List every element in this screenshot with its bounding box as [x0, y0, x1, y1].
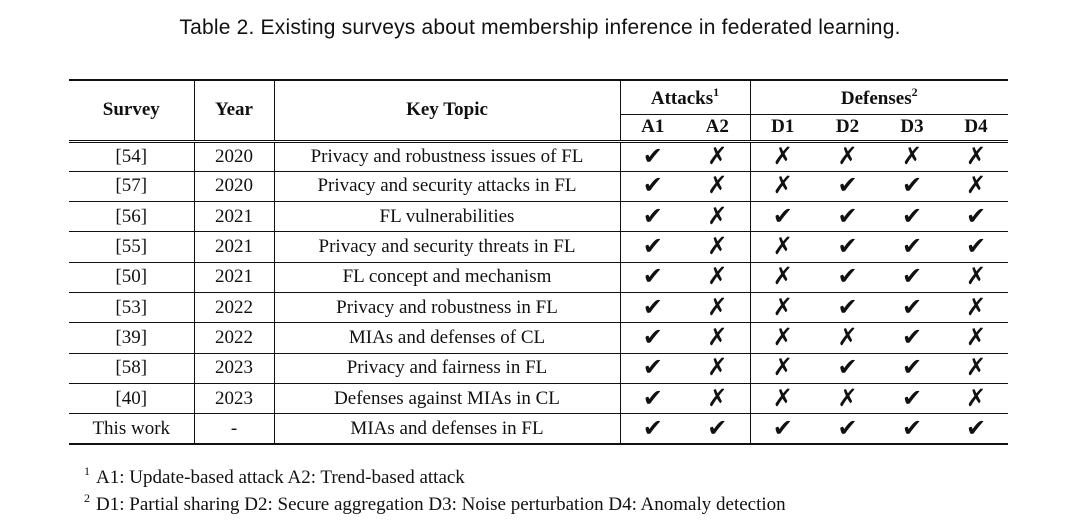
cell-a1 — [620, 414, 685, 444]
cross-icon: ✗ — [707, 262, 728, 291]
cell-d1 — [750, 232, 815, 262]
cell-topic: Defenses against MIAs in CL — [274, 383, 620, 413]
cell-d1 — [750, 353, 815, 383]
cell-year: 2020 — [194, 141, 274, 171]
cross-icon: ✗ — [772, 232, 793, 261]
table-row — [69, 292, 1008, 322]
cell-survey: [50] — [69, 262, 194, 292]
cell-d3 — [880, 383, 944, 413]
cell-d4 — [944, 141, 1008, 171]
cell-d2 — [815, 232, 880, 262]
table-row — [69, 262, 1008, 292]
check-icon: ✔ — [837, 171, 858, 200]
header-d2: D2 — [815, 114, 880, 141]
check-icon: ✔ — [837, 201, 858, 230]
check-icon: ✔ — [901, 322, 923, 351]
cell-d2 — [815, 141, 880, 171]
check-icon: ✔ — [837, 262, 858, 291]
cell-a2 — [685, 141, 750, 171]
cell-year: 2023 — [194, 383, 274, 413]
cell-d1 — [750, 262, 815, 292]
cell-a2 — [685, 232, 750, 262]
cell-year: 2023 — [194, 353, 274, 383]
cell-d3 — [880, 414, 944, 444]
header-survey: Survey — [69, 80, 194, 141]
table-row — [69, 232, 1008, 262]
cross-icon: ✗ — [707, 141, 728, 170]
check-icon: ✔ — [965, 201, 987, 230]
header-d1: D1 — [750, 114, 815, 141]
cell-d2 — [815, 292, 880, 322]
cell-d2 — [815, 202, 880, 232]
cell-topic: Privacy and security attacks in FL — [274, 171, 620, 201]
cell-d1 — [750, 383, 815, 413]
cell-a1 — [620, 353, 685, 383]
cell-a1 — [620, 262, 685, 292]
check-icon: ✔ — [642, 413, 663, 442]
check-icon: ✔ — [901, 353, 923, 382]
attacks-footnote-ref: 1 — [713, 84, 720, 99]
cell-a1 — [620, 232, 685, 262]
cell-survey: [55] — [69, 232, 194, 262]
cross-icon: ✗ — [772, 292, 793, 321]
cross-icon: ✗ — [965, 383, 987, 412]
cell-survey: [53] — [69, 292, 194, 322]
cell-a2 — [685, 292, 750, 322]
cell-d3 — [880, 353, 944, 383]
header-attacks: Attacks$^1$ — [620, 80, 750, 114]
table-caption: Table 2. Existing surveys about membership inference in federated learning. — [179, 16, 901, 39]
check-icon: ✔ — [837, 232, 858, 261]
cell-d3 — [880, 202, 944, 232]
table-row — [69, 383, 1008, 413]
cross-icon: ✗ — [965, 292, 987, 321]
cell-d4 — [944, 353, 1008, 383]
check-icon: ✔ — [901, 292, 923, 321]
check-icon: ✔ — [642, 262, 663, 291]
cross-icon: ✗ — [707, 383, 728, 412]
cell-a2 — [685, 323, 750, 353]
cell-a2 — [685, 171, 750, 201]
check-icon: ✔ — [642, 232, 663, 261]
cell-a1 — [620, 292, 685, 322]
check-icon: ✔ — [901, 383, 923, 412]
cell-d1 — [750, 323, 815, 353]
cell-year: 2021 — [194, 232, 274, 262]
cell-survey: [57] — [69, 171, 194, 201]
cross-icon: ✗ — [965, 171, 987, 200]
cell-year: 2021 — [194, 262, 274, 292]
cross-icon: ✗ — [772, 353, 793, 382]
table-row — [69, 353, 1008, 383]
cell-d3 — [880, 141, 944, 171]
cell-d4 — [944, 202, 1008, 232]
check-icon: ✔ — [837, 292, 858, 321]
header-defenses: Defenses$^2$ — [750, 80, 1008, 114]
cross-icon: ✗ — [707, 292, 728, 321]
table-row — [69, 202, 1008, 232]
cell-d1 — [750, 414, 815, 444]
cell-d2 — [815, 262, 880, 292]
check-icon: ✔ — [965, 413, 987, 442]
cell-a2 — [685, 353, 750, 383]
cell-a1 — [620, 383, 685, 413]
cross-icon: ✗ — [772, 262, 793, 291]
cell-a2 — [685, 202, 750, 232]
cell-d4 — [944, 383, 1008, 413]
check-icon: ✔ — [642, 141, 663, 170]
cell-d2 — [815, 414, 880, 444]
cell-d4 — [944, 171, 1008, 201]
cell-d3 — [880, 323, 944, 353]
check-icon: ✔ — [772, 201, 793, 230]
cross-icon: ✗ — [965, 322, 987, 351]
header-year: Year — [194, 80, 274, 141]
cell-topic: Privacy and robustness in FL — [274, 292, 620, 322]
cross-icon: ✗ — [772, 141, 793, 170]
table-row — [69, 171, 1008, 201]
check-icon: ✔ — [707, 413, 728, 442]
cross-icon: ✗ — [772, 383, 793, 412]
check-icon: ✔ — [642, 353, 663, 382]
cross-icon: ✗ — [965, 353, 987, 382]
cell-year: 2020 — [194, 171, 274, 201]
header-a1: A1 — [620, 114, 685, 141]
cell-topic: Privacy and robustness issues of FL — [274, 141, 620, 171]
table-row — [69, 323, 1008, 353]
cross-icon: ✗ — [707, 322, 728, 351]
cell-a1 — [620, 171, 685, 201]
cell-d2 — [815, 323, 880, 353]
cross-icon: ✗ — [772, 171, 793, 200]
cross-icon: ✗ — [837, 141, 858, 170]
cell-d3 — [880, 171, 944, 201]
cell-topic: FL concept and mechanism — [274, 262, 620, 292]
cell-survey: [56] — [69, 202, 194, 232]
cell-a1 — [620, 202, 685, 232]
cell-d3 — [880, 232, 944, 262]
cell-d3 — [880, 292, 944, 322]
cell-d4 — [944, 232, 1008, 262]
check-icon: ✔ — [837, 353, 858, 382]
cross-icon: ✗ — [772, 322, 793, 351]
check-icon: ✔ — [901, 413, 923, 442]
cross-icon: ✗ — [837, 322, 858, 351]
cross-icon: ✗ — [901, 141, 923, 170]
check-icon: ✔ — [901, 232, 923, 261]
cell-survey: [40] — [69, 383, 194, 413]
check-icon: ✔ — [901, 262, 923, 291]
cell-a2 — [685, 383, 750, 413]
table-row — [69, 414, 1008, 444]
check-icon: ✔ — [965, 232, 987, 261]
defenses-footnote-ref: 2 — [911, 84, 918, 99]
cell-survey: [58] — [69, 353, 194, 383]
cross-icon: ✗ — [837, 383, 858, 412]
check-icon: ✔ — [837, 413, 858, 442]
survey-table — [69, 79, 1008, 445]
cell-year: 2022 — [194, 323, 274, 353]
header-key-topic: Key Topic — [274, 80, 620, 141]
cross-icon: ✗ — [707, 201, 728, 230]
footnote-2: $^2$ D1: Partial sharing D2: Secure aggregation D3: Noise perturbation D4: Anomaly detection — [84, 491, 786, 515]
cell-a2 — [685, 414, 750, 444]
cell-topic: Privacy and fairness in FL — [274, 353, 620, 383]
cross-icon: ✗ — [707, 353, 728, 382]
cell-d1 — [750, 171, 815, 201]
check-icon: ✔ — [642, 322, 663, 351]
cell-d4 — [944, 323, 1008, 353]
cell-a1 — [620, 323, 685, 353]
cross-icon: ✗ — [965, 141, 987, 170]
cell-survey: [54] — [69, 141, 194, 171]
check-icon: ✔ — [772, 413, 793, 442]
check-icon: ✔ — [642, 171, 663, 200]
cell-d2 — [815, 171, 880, 201]
check-icon: ✔ — [642, 383, 663, 412]
cross-icon: ✗ — [707, 171, 728, 200]
check-icon: ✔ — [642, 201, 663, 230]
cell-d3 — [880, 262, 944, 292]
cell-d1 — [750, 141, 815, 171]
header-a2: A2 — [685, 114, 750, 141]
header-d3: D3 — [880, 114, 944, 141]
check-icon: ✔ — [642, 292, 663, 321]
cell-year: 2022 — [194, 292, 274, 322]
header-d4: D4 — [944, 114, 1008, 141]
cell-topic: FL vulnerabilities — [274, 202, 620, 232]
cell-d1 — [750, 202, 815, 232]
cell-d4 — [944, 414, 1008, 444]
cell-topic: Privacy and security threats in FL — [274, 232, 620, 262]
cell-d4 — [944, 292, 1008, 322]
cell-d1 — [750, 292, 815, 322]
check-icon: ✔ — [901, 171, 923, 200]
cross-icon: ✗ — [965, 262, 987, 291]
cell-topic: MIAs and defenses of CL — [274, 323, 620, 353]
cell-topic: MIAs and defenses in FL — [274, 414, 620, 444]
footnote-1: $^1$ A1: Update-based attack A2: Trend-based attack — [84, 464, 465, 488]
table-row — [69, 141, 1008, 171]
cell-year: - — [194, 414, 274, 444]
cell-d4 — [944, 262, 1008, 292]
check-icon: ✔ — [901, 201, 923, 230]
cell-d2 — [815, 353, 880, 383]
cell-a1 — [620, 141, 685, 171]
cell-survey: This work — [69, 414, 194, 444]
cell-survey: [39] — [69, 323, 194, 353]
cell-d2 — [815, 383, 880, 413]
cell-a2 — [685, 262, 750, 292]
cell-year: 2021 — [194, 202, 274, 232]
cross-icon: ✗ — [707, 232, 728, 261]
